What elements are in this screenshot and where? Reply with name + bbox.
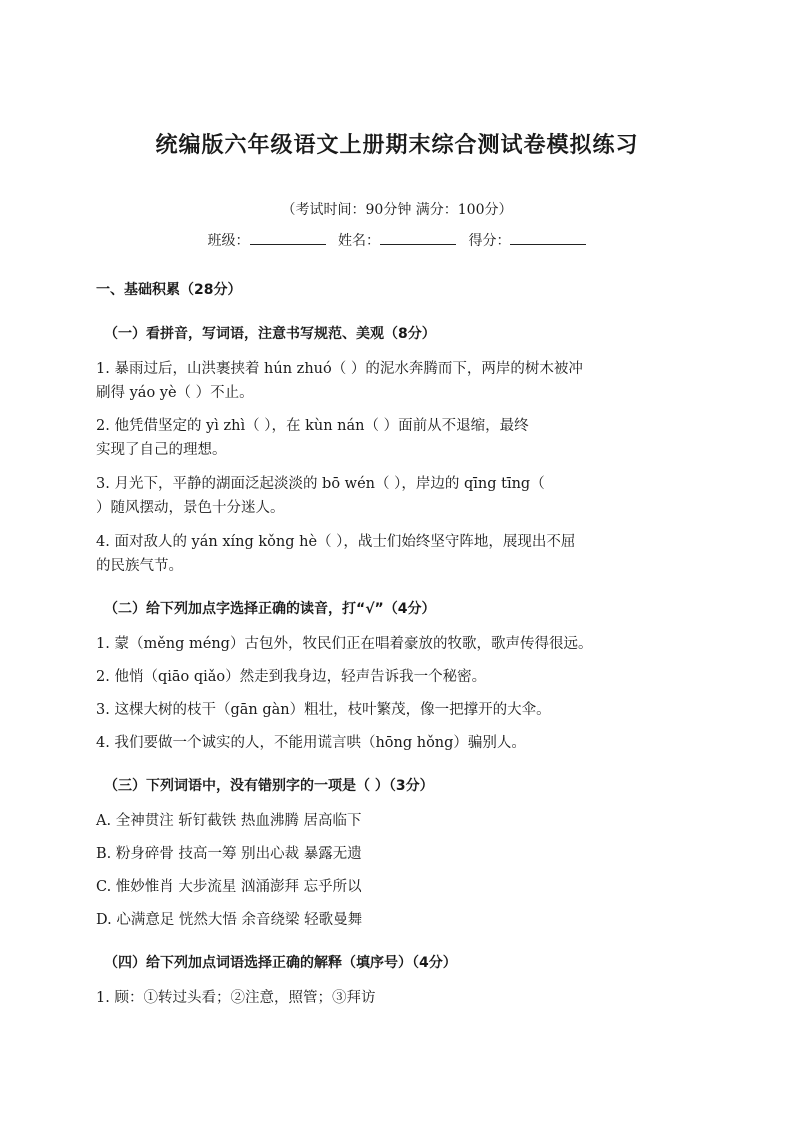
student-info-fields <box>0 230 794 250</box>
option-line: C. 惟妙惟肖 大步流星 汹涌澎拜 忘乎所以 <box>96 879 362 895</box>
question-line: 1. 暴雨过后，山洪裹挟着 hún zhuó（ ）的泥水奔腾而下，两岸的树木被冲 <box>96 361 583 377</box>
name-label: 姓名： <box>338 233 380 249</box>
question-line: 3. 月光下，平静的湖面泛起淡淡的 bō wén（ ），岸边的 qīng tīng（ <box>96 476 545 492</box>
score-field <box>468 230 586 250</box>
section-heading: 一、基础积累（28分） <box>96 282 242 298</box>
part2-heading: （二）给下列加点字选择正确的读音，打“√”（4分） <box>104 601 436 617</box>
question-line: 2. 他凭借坚定的 yì zhì（ ），在 kùn nán（ ）面前从不退缩，最终 <box>96 418 529 434</box>
class-label: 班级： <box>207 233 250 249</box>
question-line: 刷得 yáo yè（ ）不止。 <box>96 385 254 401</box>
question-line: 1. 顾：①转过头看；②注意，照管；③拜访 <box>96 990 376 1006</box>
exam-info: （考试时间：90分钟 满分：100分） <box>281 202 513 218</box>
question-line: ）随风摆动，景色十分迷人。 <box>96 500 285 516</box>
question-line: 的民族气节。 <box>96 558 183 574</box>
name-field <box>338 230 456 250</box>
score-blank[interactable] <box>510 230 586 245</box>
part4-heading: （四）给下列加点词语选择正确的解释（填序号）（4分） <box>104 955 457 971</box>
class-blank[interactable] <box>250 230 326 245</box>
option-line: D. 心满意足 恍然大悟 余音绕梁 轻歌曼舞 <box>96 912 363 928</box>
name-blank[interactable] <box>380 230 456 245</box>
part1-heading: （一）看拼音，写词语，注意书写规范、美观（8分） <box>104 326 436 342</box>
question-line: 实现了自己的理想。 <box>96 442 227 458</box>
score-label: 得分： <box>468 233 511 249</box>
option-line: A. 全神贯注 斩钉截铁 热血沸腾 居高临下 <box>96 813 362 829</box>
page-title: 统编版六年级语文上册期末综合测试卷模拟练习 <box>155 133 639 158</box>
question-line: 2. 他悄（qiāo qiǎo）然走到我身边，轻声告诉我一个秘密。 <box>96 669 487 685</box>
question-line: 4. 我们要做一个诚实的人，不能用谎言哄（hōng hǒng）骗别人。 <box>96 735 526 751</box>
question-line: 4. 面对敌人的 yán xíng kǒng hè（ ），战士们始终坚守阵地，展现出不屈 <box>96 534 576 550</box>
option-line: B. 粉身碎骨 技高一筹 别出心裁 暴露无遗 <box>96 846 362 862</box>
class-field <box>208 230 326 250</box>
question-line: 3. 这棵大树的枝干（gān gàn）粗壮，枝叶繁茂，像一把撑开的大伞。 <box>96 702 551 718</box>
question-line: 1. 蒙（měng méng）古包外，牧民们正在唱着豪放的牧歌，歌声传得很远。 <box>96 636 593 652</box>
part3-heading: （三）下列词语中，没有错别字的一项是（ ）（3分） <box>104 778 434 794</box>
